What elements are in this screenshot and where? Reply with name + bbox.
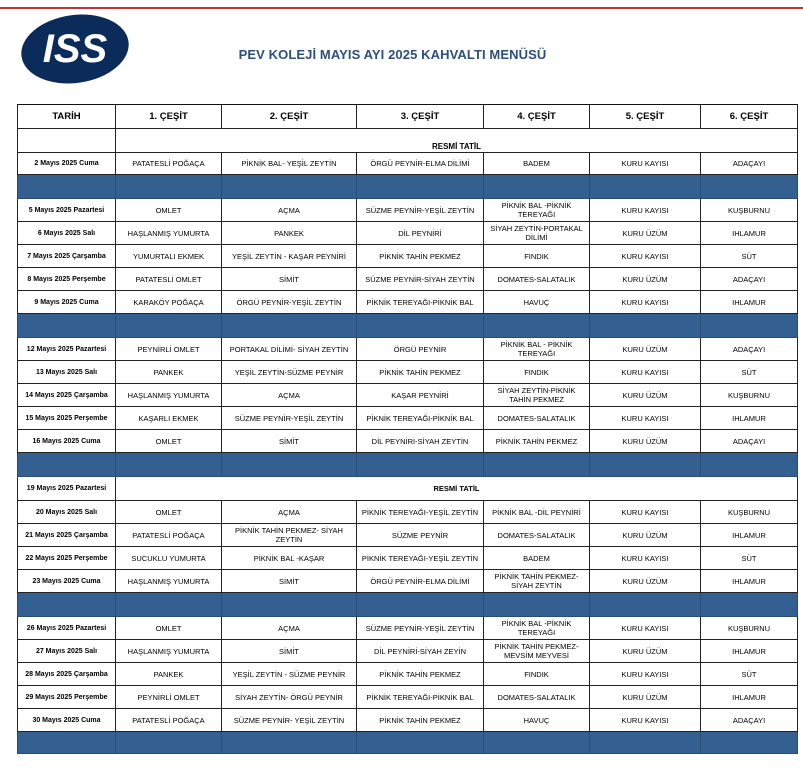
- item-cell-5: KURU ÜZÜM: [590, 430, 701, 453]
- separator-cell: [484, 453, 590, 477]
- date-cell: 16 Mayıs 2025 Cuma: [18, 430, 116, 453]
- item-cell-1: PEYNİRLİ OMLET: [116, 338, 222, 361]
- menu-row-2: [18, 153, 798, 175]
- item-cell-1: KARAKÖY POĞAÇA: [116, 291, 222, 314]
- date-cell: 26 Mayıs 2025 Pazartesi: [18, 617, 116, 640]
- item-cell-1: HAŞLANMIŞ YUMURTA: [116, 570, 222, 593]
- col-header-date: TARİH: [18, 105, 116, 129]
- item-cell-2: SİMİT: [222, 430, 357, 453]
- date-cell: 6 Mayıs 2025 Salı: [18, 222, 116, 245]
- date-cell: 19 Mayıs 2025 Pazartesi: [18, 477, 116, 501]
- item-cell-5: KURU KAYISI: [590, 663, 701, 686]
- item-cell-3: PİKNİK TAHİN PEKMEZ: [357, 709, 484, 732]
- menu-row-w4-2: [18, 547, 798, 570]
- menu-row-w5-3: [18, 686, 798, 709]
- separator-cell: [222, 732, 357, 754]
- separator-cell: [484, 732, 590, 754]
- separator-cell: [590, 593, 701, 617]
- date-cell: 20 Mayıs 2025 Salı: [18, 501, 116, 524]
- menu-row-w4-0: [18, 501, 798, 524]
- item-cell-1: OMLET: [116, 430, 222, 453]
- item-cell-2: SİMİT: [222, 570, 357, 593]
- item-cell-3: PİKNİK TEREYAĞI-YEŞİL ZEYTİN: [357, 501, 484, 524]
- item-cell-2: ÖRGÜ PEYNİR-YEŞİL ZEYTİN: [222, 291, 357, 314]
- item-cell-6: IHLAMUR: [701, 686, 798, 709]
- item-cell-3: DİL PEYNİRİ-SİYAH ZEYİN: [357, 640, 484, 663]
- item-cell-4: HAVUÇ: [484, 709, 590, 732]
- separator-cell: [701, 453, 798, 477]
- item-cell-5: KURU ÜZÜM: [590, 686, 701, 709]
- separator-cell: [357, 593, 484, 617]
- item-cell-3: ÖRGÜ PEYNİR: [357, 338, 484, 361]
- menu-row-w4-1: [18, 524, 798, 547]
- separator-cell: [590, 314, 701, 338]
- separator-cell: [116, 314, 222, 338]
- item-cell-5: KURU KAYISI: [590, 291, 701, 314]
- item-cell-6: IHLAMUR: [701, 640, 798, 663]
- col-header-3: 3. ÇEŞİT: [357, 105, 484, 129]
- date-cell: 14 Mayıs 2025 Çarşamba: [18, 384, 116, 407]
- item-cell-2: YEŞİL ZEYTİN-SÜZME PEYNİR: [222, 361, 357, 384]
- item-cell-4: FINDIK: [484, 361, 590, 384]
- holiday-label-cell: RESMİ TATİL: [116, 477, 798, 501]
- item-cell-6: IHLAMUR: [701, 524, 798, 547]
- separator-cell: [222, 175, 357, 199]
- separator-cell: [116, 732, 222, 754]
- item-cell-1: YUMURTALI EKMEK: [116, 245, 222, 268]
- item-cell-1: KAŞARLI EKMEK: [116, 407, 222, 430]
- date-cell: 8 Mayıs 2025 Perşembe: [18, 268, 116, 291]
- item-cell-6: KUŞBURNU: [701, 384, 798, 407]
- separator-cell: [116, 175, 222, 199]
- menu-row-w2-1: [18, 222, 798, 245]
- top-accent-rule: [0, 7, 803, 9]
- item-cell-3: PİKNİK TEREYAĞI-PİKNİK BAL: [357, 686, 484, 709]
- separator-cell: [357, 453, 484, 477]
- item-cell-6: SÜT: [701, 547, 798, 570]
- item-cell-3: SÜZME PEYNİR-SİYAH ZEYTİN: [357, 268, 484, 291]
- item-cell-5: KURU KAYISI: [590, 709, 701, 732]
- item-cell-4: PİKNİK BAL -DİL PEYNİRİ: [484, 501, 590, 524]
- item-cell-5: KURU ÜZÜM: [590, 222, 701, 245]
- separator-cell: [590, 453, 701, 477]
- item-cell-6: KUŞBURNU: [701, 501, 798, 524]
- date-cell: 9 Mayıs 2025 Cuma: [18, 291, 116, 314]
- item-cell-4: FINDIK: [484, 245, 590, 268]
- item-cell-2: SİMİT: [222, 268, 357, 291]
- item-cell-4: BADEM: [484, 153, 590, 175]
- menu-row-w2-0: [18, 199, 798, 222]
- separator-cell: [357, 314, 484, 338]
- separator-cell: [116, 453, 222, 477]
- separator-cell: [484, 175, 590, 199]
- item-cell-2: SÜZME PEYNİR-YEŞİL ZEYTİN: [222, 407, 357, 430]
- separator-cell: [590, 175, 701, 199]
- date-cell: 30 Mayıs 2025 Cuma: [18, 709, 116, 732]
- item-cell-4: SİYAH ZEYTİN-PORTAKAL DİLİMİ: [484, 222, 590, 245]
- week-separator-c: [18, 453, 798, 477]
- item-cell-4: PİKNİK TAHİN PEKMEZ: [484, 430, 590, 453]
- item-cell-1: OMLET: [116, 501, 222, 524]
- item-cell-4: DOMATES-SALATALIK: [484, 524, 590, 547]
- separator-cell: [701, 175, 798, 199]
- item-cell-2: AÇMA: [222, 199, 357, 222]
- item-cell-1: PANKEK: [116, 663, 222, 686]
- week-separator-b: [18, 314, 798, 338]
- date-cell: 15 Mayıs 2025 Perşembe: [18, 407, 116, 430]
- week-separator-e: [18, 732, 798, 754]
- item-cell-3: SÜZME PEYNİR-YEŞİL ZEYTİN: [357, 617, 484, 640]
- item-cell-2: PİKNİK BAL- YEŞİL ZEYTİN: [222, 153, 357, 175]
- item-cell-6: SÜT: [701, 245, 798, 268]
- separator-cell: [484, 593, 590, 617]
- item-cell-1: PATATESLİ POĞAÇA: [116, 709, 222, 732]
- item-cell-1: HAŞLANMIŞ YUMURTA: [116, 222, 222, 245]
- item-cell-4: PİKNİK TAHİN PEKMEZ- SİYAH ZEYTİN: [484, 570, 590, 593]
- item-cell-4: DOMATES-SALATALIK: [484, 686, 590, 709]
- item-cell-6: KUŞBURNU: [701, 199, 798, 222]
- date-cell: 21 Mayıs 2025 Çarşamba: [18, 524, 116, 547]
- col-header-6: 6. ÇEŞİT: [701, 105, 798, 129]
- menu-row-w3-3: [18, 407, 798, 430]
- item-cell-1: OMLET: [116, 199, 222, 222]
- iss-logo: [20, 14, 130, 84]
- menu-row-w5-1: [18, 640, 798, 663]
- date-cell: 5 Mayıs 2025 Pazartesi: [18, 199, 116, 222]
- item-cell-6: ADAÇAYI: [701, 268, 798, 291]
- item-cell-3: PİKNİK TAHİN PEKMEZ: [357, 663, 484, 686]
- item-cell-6: ADAÇAYI: [701, 338, 798, 361]
- item-cell-3: KAŞAR PEYNİRİ: [357, 384, 484, 407]
- separator-cell: [18, 732, 116, 754]
- item-cell-5: KURU KAYISI: [590, 547, 701, 570]
- item-cell-3: DİL PEYNİRİ-SİYAH ZEYTİN: [357, 430, 484, 453]
- item-cell-4: PİKNİK BAL - PİKNİK TEREYAĞI: [484, 338, 590, 361]
- item-cell-2: PORTAKAL DİLİMİ- SİYAH ZEYTİN: [222, 338, 357, 361]
- item-cell-4: SİYAH ZEYTİN-PİKNİK TAHİN PEKMEZ: [484, 384, 590, 407]
- menu-row-w3-1: [18, 361, 798, 384]
- item-cell-5: KURU KAYISI: [590, 617, 701, 640]
- holiday-banner-label: RESMİ TATİL: [116, 129, 798, 153]
- iss-logo-text: ISS: [42, 27, 108, 71]
- date-cell: 27 Mayıs 2025 Salı: [18, 640, 116, 663]
- item-cell-6: SÜT: [701, 361, 798, 384]
- date-cell: 22 Mayıs 2025 Perşembe: [18, 547, 116, 570]
- item-cell-2: PİKNİK TAHİN PEKMEZ- SİYAH ZEYTİN: [222, 524, 357, 547]
- item-cell-3: PİKNİK TAHİN PEKMEZ: [357, 361, 484, 384]
- item-cell-6: ADAÇAYI: [701, 153, 798, 175]
- holiday-banner-row: [18, 129, 798, 153]
- week-separator-d: [18, 593, 798, 617]
- date-cell: 29 Mayıs 2025 Perşembe: [18, 686, 116, 709]
- item-cell-4: DOMATES-SALATALIK: [484, 268, 590, 291]
- col-header-2: 2. ÇEŞİT: [222, 105, 357, 129]
- item-cell-6: IHLAMUR: [701, 291, 798, 314]
- item-cell-5: KURU ÜZÜM: [590, 640, 701, 663]
- item-cell-5: KURU ÜZÜM: [590, 384, 701, 407]
- item-cell-1: PEYNİRLİ OMLET: [116, 686, 222, 709]
- item-cell-6: ADAÇAYI: [701, 709, 798, 732]
- item-cell-2: AÇMA: [222, 384, 357, 407]
- separator-cell: [222, 314, 357, 338]
- item-cell-6: ADAÇAYI: [701, 430, 798, 453]
- item-cell-5: KURU KAYISI: [590, 501, 701, 524]
- item-cell-1: HAŞLANMIŞ YUMURTA: [116, 640, 222, 663]
- item-cell-1: PANKEK: [116, 361, 222, 384]
- item-cell-6: IHLAMUR: [701, 570, 798, 593]
- date-cell: 23 Mayıs 2025 Cuma: [18, 570, 116, 593]
- menu-table: [17, 104, 798, 754]
- item-cell-2: PİKNİK BAL -KAŞAR: [222, 547, 357, 570]
- item-cell-4: FINDIK: [484, 663, 590, 686]
- separator-cell: [701, 732, 798, 754]
- item-cell-3: PİKNİK TEREYAĞI-PİKNİK BAL: [357, 291, 484, 314]
- item-cell-4: BADEM: [484, 547, 590, 570]
- item-cell-2: AÇMA: [222, 617, 357, 640]
- item-cell-2: PANKEK: [222, 222, 357, 245]
- item-cell-1: HAŞLANMIŞ YUMURTA: [116, 384, 222, 407]
- item-cell-4: PİKNİK TAHİN PEKMEZ-MEVSİM MEYVESİ: [484, 640, 590, 663]
- item-cell-5: KURU ÜZÜM: [590, 524, 701, 547]
- item-cell-5: KURU KAYISI: [590, 361, 701, 384]
- item-cell-5: KURU ÜZÜM: [590, 268, 701, 291]
- menu-row-w2-4: [18, 291, 798, 314]
- item-cell-1: SUCUKLU YUMURTA: [116, 547, 222, 570]
- separator-cell: [222, 593, 357, 617]
- page-title: PEV KOLEJİ MAYIS AYI 2025 KAHVALTI MENÜSÜ: [238, 47, 547, 62]
- separator-cell: [357, 732, 484, 754]
- header-row: [18, 105, 798, 129]
- item-cell-1: OMLET: [116, 617, 222, 640]
- menu-row-w4-3: [18, 570, 798, 593]
- col-header-1: 1. ÇEŞİT: [116, 105, 222, 129]
- separator-cell: [590, 732, 701, 754]
- item-cell-4: HAVUÇ: [484, 291, 590, 314]
- item-cell-3: SÜZME PEYNİR-YEŞİL ZEYTİN: [357, 199, 484, 222]
- item-cell-6: IHLAMUR: [701, 407, 798, 430]
- item-cell-6: KUŞBURNU: [701, 617, 798, 640]
- separator-cell: [701, 593, 798, 617]
- item-cell-6: IHLAMUR: [701, 222, 798, 245]
- item-cell-5: KURU KAYISI: [590, 407, 701, 430]
- item-cell-3: ÖRGÜ PEYNİR-ELMA DİLİMİ: [357, 570, 484, 593]
- separator-cell: [222, 453, 357, 477]
- item-cell-3: SÜZME PEYNİR: [357, 524, 484, 547]
- item-cell-2: YEŞİL ZEYTİN - SÜZME PEYNİR: [222, 663, 357, 686]
- menu-row-19-holiday: [18, 477, 798, 501]
- separator-cell: [18, 314, 116, 338]
- item-cell-2: SİYAH ZEYTİN- ÖRGÜ PEYNİR: [222, 686, 357, 709]
- item-cell-1: PATATESLİ OMLET: [116, 268, 222, 291]
- item-cell-2: YEŞİL ZEYTİN - KAŞAR PEYNİRİ: [222, 245, 357, 268]
- menu-row-w3-2: [18, 384, 798, 407]
- item-cell-4: DOMATES-SALATALIK: [484, 407, 590, 430]
- separator-cell: [18, 593, 116, 617]
- separator-cell: [701, 314, 798, 338]
- date-cell: 28 Mayıs 2025 Çarşamba: [18, 663, 116, 686]
- week-separator-a: [18, 175, 798, 199]
- col-header-5: 5. ÇEŞİT: [590, 105, 701, 129]
- menu-row-w2-3: [18, 268, 798, 291]
- item-cell-3: ÖRGÜ PEYNİR-ELMA DİLİMİ: [357, 153, 484, 175]
- menu-row-w3-0: [18, 338, 798, 361]
- menu-row-w5-4: [18, 709, 798, 732]
- col-header-4: 4. ÇEŞİT: [484, 105, 590, 129]
- holiday-banner-date-cell: [18, 129, 116, 153]
- separator-cell: [18, 175, 116, 199]
- date-cell: 13 Mayıs 2025 Salı: [18, 361, 116, 384]
- menu-row-w3-4: [18, 430, 798, 453]
- item-cell-5: KURU KAYISI: [590, 153, 701, 175]
- item-cell-6: SÜT: [701, 663, 798, 686]
- date-cell: 12 Mayıs 2025 Pazartesi: [18, 338, 116, 361]
- menu-row-w2-2: [18, 245, 798, 268]
- separator-cell: [116, 593, 222, 617]
- item-cell-5: KURU ÜZÜM: [590, 338, 701, 361]
- item-cell-2: SÜZME PEYNİR- YEŞİL ZEYTİN: [222, 709, 357, 732]
- item-cell-3: PİKNİK TEREYAĞI-PİKNİK BAL: [357, 407, 484, 430]
- item-cell-4: PİKNİK BAL -PİKNİK TEREYAĞI: [484, 199, 590, 222]
- item-cell-3: PİKNİK TEREYAĞI-YEŞİL ZEYTİN: [357, 547, 484, 570]
- menu-row-w5-0: [18, 617, 798, 640]
- item-cell-3: PİKNİK TAHİN PEKMEZ: [357, 245, 484, 268]
- item-cell-4: PİKNİK BAL -PİKNİK TEREYAĞI: [484, 617, 590, 640]
- item-cell-1: PATATESLİ POĞAÇA: [116, 524, 222, 547]
- separator-cell: [357, 175, 484, 199]
- separator-cell: [18, 453, 116, 477]
- item-cell-5: KURU KAYISI: [590, 199, 701, 222]
- item-cell-5: KURU ÜZÜM: [590, 570, 701, 593]
- item-cell-5: KURU KAYISI: [590, 245, 701, 268]
- separator-cell: [484, 314, 590, 338]
- item-cell-1: PATATESLİ POĞAÇA: [116, 153, 222, 175]
- menu-row-w5-2: [18, 663, 798, 686]
- date-cell: 2 Mayıs 2025 Cuma: [18, 153, 116, 175]
- date-cell: 7 Mayıs 2025 Çarşamba: [18, 245, 116, 268]
- item-cell-2: AÇMA: [222, 501, 357, 524]
- item-cell-2: SİMİT: [222, 640, 357, 663]
- item-cell-3: DİL PEYNİRİ: [357, 222, 484, 245]
